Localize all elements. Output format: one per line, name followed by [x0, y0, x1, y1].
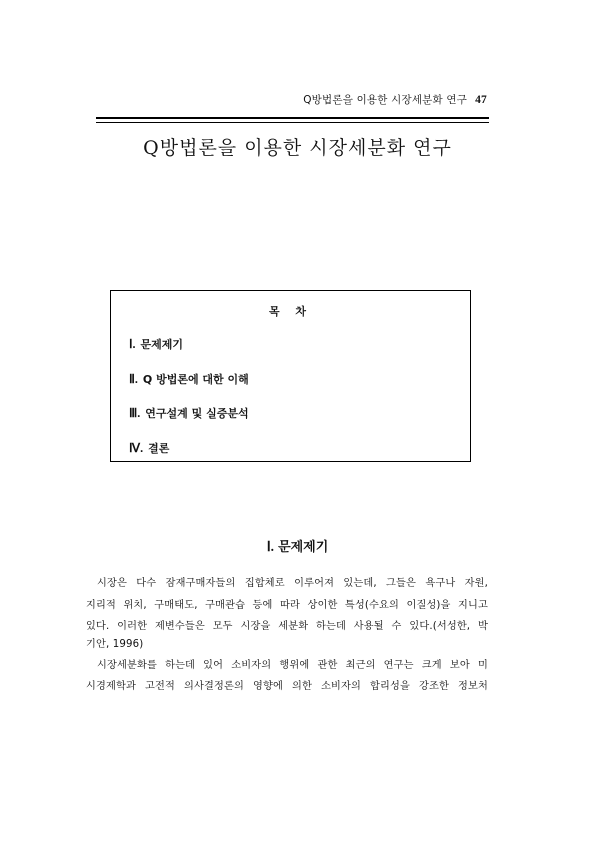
toc-item[interactable]: [129, 371, 249, 387]
document-title: Q방법론을 이용한 시장세분화 연구: [143, 137, 452, 159]
toc-item-label: Q 방법론에 대한 이해: [142, 373, 249, 386]
paragraph-line: 지리적 위치, 구매태도, 구매관습 등에 따라 상이한 특성(수요의 이질성)을 지니고: [86, 600, 488, 611]
paragraph-line: 기안, 1996): [86, 639, 144, 650]
paragraph-line: 시장세분화를 하는데 있어 소비자의 행위에 관한 최근의 연구는 크게 보아 미: [97, 660, 488, 671]
toc-item-number: Ⅱ.: [129, 372, 138, 386]
header-rule-thick: [96, 117, 489, 119]
table-of-contents: [110, 290, 471, 462]
running-title: Q방법론을 이용한 시장세분화 연구: [303, 94, 468, 106]
toc-item-number: Ⅲ.: [129, 406, 141, 420]
toc-item[interactable]: [129, 336, 183, 352]
toc-item-number: Ⅰ.: [129, 337, 136, 351]
page-number: 47: [475, 94, 487, 106]
paragraph-line: 있다. 이러한 제변수들은 모두 시장을 세분화 하는데 사용될 수 있다.(서성한, 박: [86, 621, 488, 632]
toc-item-number: Ⅳ.: [129, 441, 144, 455]
toc-title: 목 차: [268, 305, 313, 318]
toc-item-label: 문제제기: [140, 338, 184, 351]
header-rule-thin: [96, 122, 489, 123]
toc-item[interactable]: [129, 440, 169, 456]
section-number: Ⅰ.: [266, 539, 275, 554]
running-header: [303, 92, 487, 107]
paragraph-line: 시장은 다수 잠재구매자들의 집합체로 이루어져 있는데, 그들은 욕구나 자원,: [97, 578, 488, 589]
toc-item[interactable]: [129, 405, 249, 421]
section-title: 문제제기: [278, 540, 329, 555]
section-heading: [0, 536, 595, 555]
toc-item-label: 연구설계 및 실증분석: [145, 407, 249, 420]
paragraph-line: 시경제학과 고전적 의사결정론의 영향에 의한 소비자의 합리성을 강조한 정보처: [86, 681, 488, 692]
toc-item-label: 결론: [148, 442, 170, 455]
